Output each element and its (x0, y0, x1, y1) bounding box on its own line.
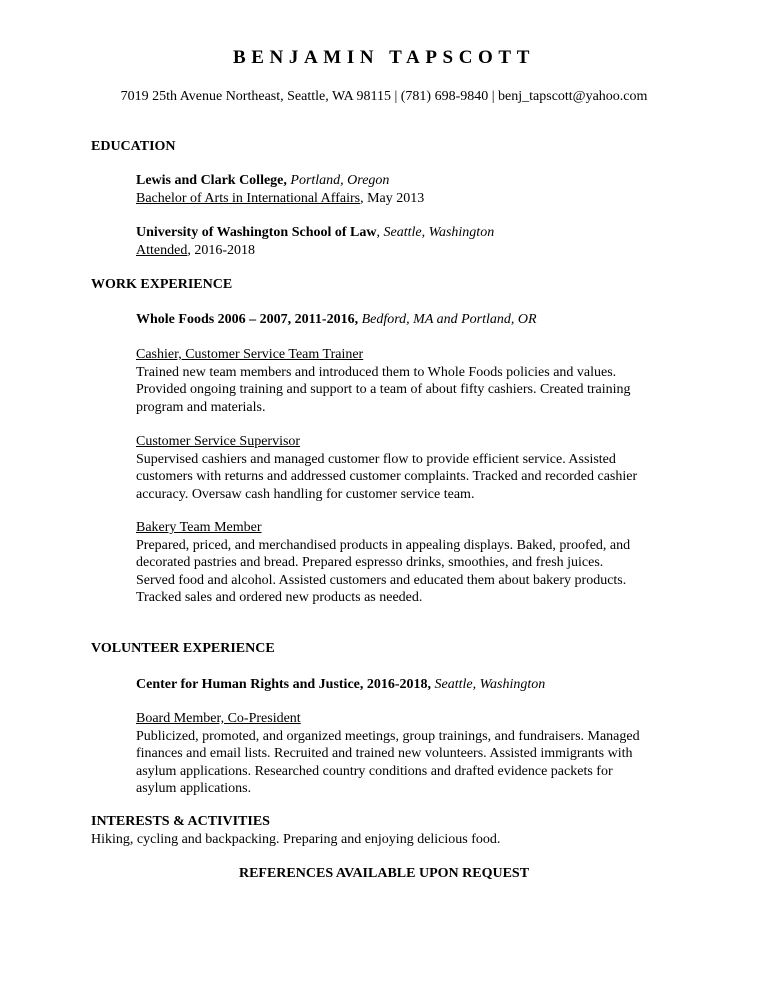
role-line: program and materials. (136, 399, 266, 415)
employer-name: Whole Foods 2006 – 2007, 2011-2016, (136, 312, 359, 327)
interests-heading: INTERESTS & ACTIVITIES (91, 814, 270, 829)
interests-section (91, 813, 691, 848)
org-name: Center for Human Rights and Justice, 2016-2018, (136, 677, 432, 692)
volunteer-heading: VOLUNTEER EXPERIENCE (91, 641, 275, 656)
work-role-2 (136, 433, 681, 503)
work-role-3 (136, 519, 681, 607)
role-line: asylum applications. Researched country conditions and drafted evidence packets for (136, 763, 613, 779)
role-title: Cashier, Customer Service Team Trainer (136, 347, 364, 362)
role-line: Trained new team members and introduced them to Whole Foods policies and values. (136, 364, 617, 380)
contact-line: 7019 25th Avenue Northeast, Seattle, WA 98115 | (781) 698-9840 | benj_tapscott@yahoo.com (120, 89, 648, 104)
volunteer-org (136, 676, 696, 694)
role-line: finances and email lists. Recruited and trained new volunteers. Assisted immigrants with (136, 746, 633, 761)
role-line: decorated pastries and bread. Prepared espresso drinks, smoothies, and fresh juices. (136, 555, 604, 570)
school-location: Portland, Oregon (290, 173, 390, 188)
degree-date: , May 2013 (360, 190, 425, 206)
degree-date: , 2016-2018 (187, 242, 255, 258)
interests-text: Hiking, cycling and backpacking. Preparing and enjoying delicious food. (91, 831, 501, 847)
role-line: customers with returns and addressed customer complaints. Tracked and recorded cashier (136, 469, 638, 484)
role-line: Publicized, promoted, and organized meetings, group trainings, and fundraisers. Managed (136, 728, 640, 744)
candidate-name: BENJAMIN TAPSCOTT (233, 47, 535, 68)
role-line: Served food and alcohol. Assisted customers and educated them about bakery products. (136, 572, 627, 588)
role-title: Bakery Team Member (136, 520, 262, 535)
role-line: accuracy. Oversaw cash handling for customer service team. (136, 486, 475, 502)
work-employer (136, 311, 696, 329)
org-location: Seattle, Washington (434, 677, 546, 692)
role-line: Supervised cashiers and managed customer flow to provide efficient service. Assisted (136, 451, 616, 467)
employer-location: Bedford, MA and Portland, OR (361, 312, 537, 327)
school-location: Seattle, Washington (383, 225, 495, 240)
school-name: University of Washington School of Law (136, 225, 377, 240)
education-entry-2: University of Washington School of Law, Seattle, Washington Attended, 2016-2018 (136, 225, 495, 258)
volunteer-role (136, 710, 681, 798)
school-name: Lewis and Clark College, (136, 173, 287, 188)
role-title: Board Member, Co-President (136, 711, 301, 726)
work-heading: WORK EXPERIENCE (91, 277, 233, 292)
role-line: Tracked sales and ordered new products as needed. (136, 590, 423, 605)
education-entry-1 (136, 172, 696, 207)
degree-name: Attended (136, 242, 188, 258)
role-line: asylum applications. (136, 781, 252, 796)
degree-name: Bachelor of Arts in International Affairs (136, 190, 361, 206)
references-note: REFERENCES AVAILABLE UPON REQUEST (238, 866, 530, 881)
role-line: Provided ongoing training and support to a team of about fifty cashiers. Created training (136, 382, 631, 397)
role-line: Prepared, priced, and merchandised products in appealing displays. Baked, proofed, and (136, 537, 631, 553)
role-title: Customer Service Supervisor (136, 434, 301, 449)
education-heading: EDUCATION (91, 139, 176, 154)
work-role-1 (136, 346, 681, 416)
